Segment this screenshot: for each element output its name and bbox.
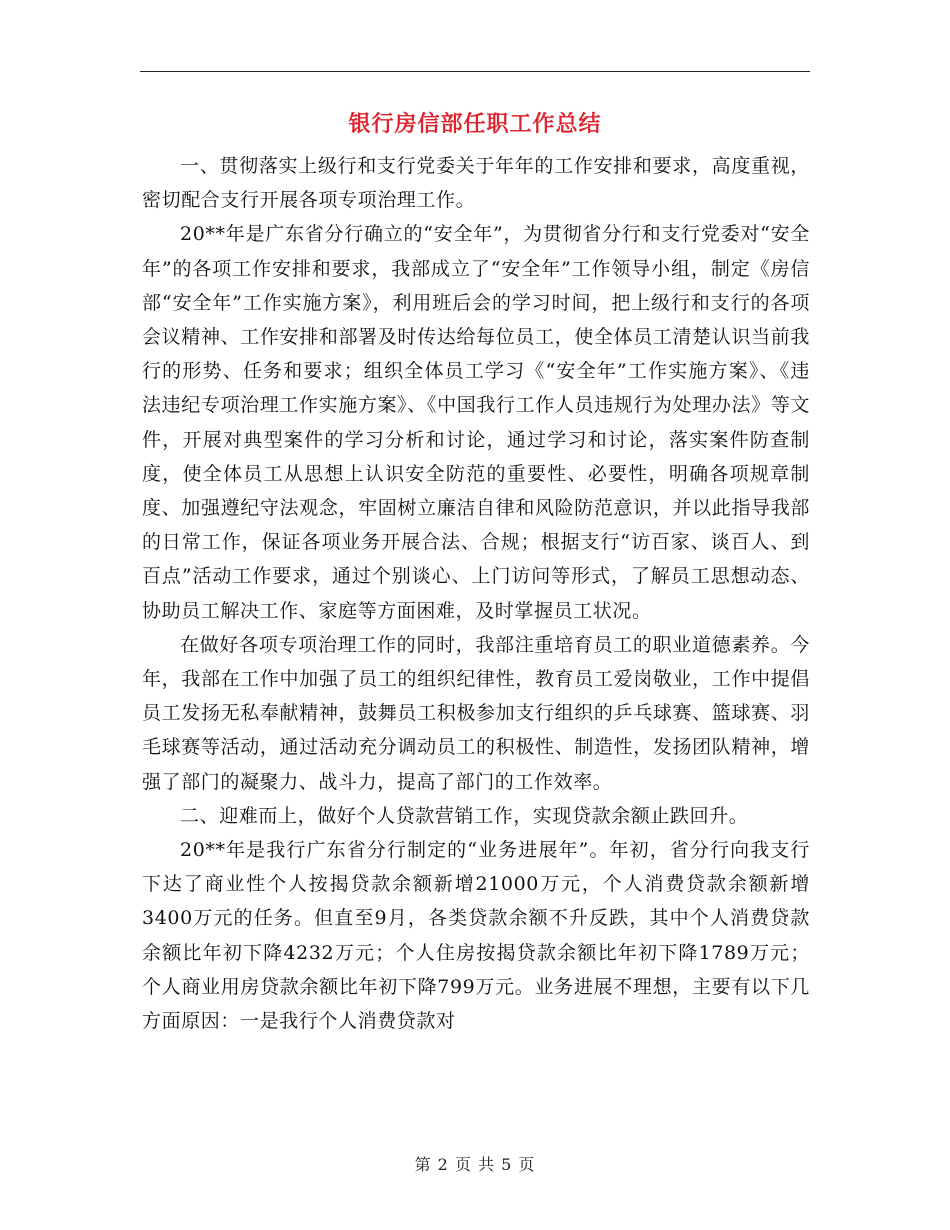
paragraph: 一、贯彻落实上级行和支行党委关于年年的工作安排和要求，高度重视，密切配合支行开展各项专项治理工作。	[142, 155, 810, 212]
paragraph: 20**年是广东省分行确立的“安全年”，为贯彻省分行和支行党委对“安全年”的各项工作安排和要求，我部成立了“安全年”工作领导小组，制定《房信部“安全年”工作实施方案》，利用班后会的学习时间，把上级行和支行的各项会议精神、工作安排和部署及时传达给每位员工，使全体员工清楚认识当前我行的形势、任务和要求；组织全体员工学习《“安全年”工作实施方案》、《违法违纪专项治理工作实施方案》、《中国我行工作人员违规行为处理办法》等文件，开展对典型案件的学习分析和讨论，通过学习和讨论，落实案件防查制度，使全体员工从思想上认识安全防范的重要性、必要性，明确各项规章制度、加强遵纪守法观念，牢固树立廉洁自律和风险防范意识，并以此指导我部的日常工作，保证各项业务开展合法、合规；根据支行“访百家、谈百人、到百点”活动工作要求，通过个别谈心、上门访问等形式，了解员工思想动态、协助员工解决工作、家庭等方面困难，及时掌握员工状况。	[142, 223, 810, 622]
page-number-footer: 第 2 页 共 5 页	[414, 1155, 536, 1174]
header-rule	[140, 71, 810, 72]
paragraph: 二、迎难而上，做好个人贷款营销工作，实现贷款余额止跌回升。	[180, 804, 749, 827]
paragraph: 20**年是我行广东省分行制定的“业务进展年”。年初，省分行向我支行下达了商业性个人按揭贷款余额新增21000万元，个人消费贷款余额新增3400万元的任务。但直至9月，各类贷款余额不升反跌，其中个人消费贷款余额比年初下降4232万元；个人住房按揭贷款余额比年初下降1789万元；个人商业用房贷款余额比年初下降799万元。业务进展不理想，主要有以下几方面原因：一是我行个人消费贷款对	[142, 839, 810, 1033]
document-body	[142, 149, 810, 1038]
paragraph: 在做好各项专项治理工作的同时，我部注重培育员工的职业道德素养。今年，我部在工作中加强了员工的组织纪律性，教育员工爱岗敬业，工作中提倡员工发扬无私奉献精神，鼓舞员工积极参加支行组织的乒乓球赛、篮球赛、羽毛球赛等活动，通过活动充分调动员工的积极性、制造性，发扬团队精神，增强了部门的凝聚力、战斗力，提高了部门的工作效率。	[142, 633, 810, 793]
document-title: 银行房信部任职工作总结	[348, 112, 602, 137]
